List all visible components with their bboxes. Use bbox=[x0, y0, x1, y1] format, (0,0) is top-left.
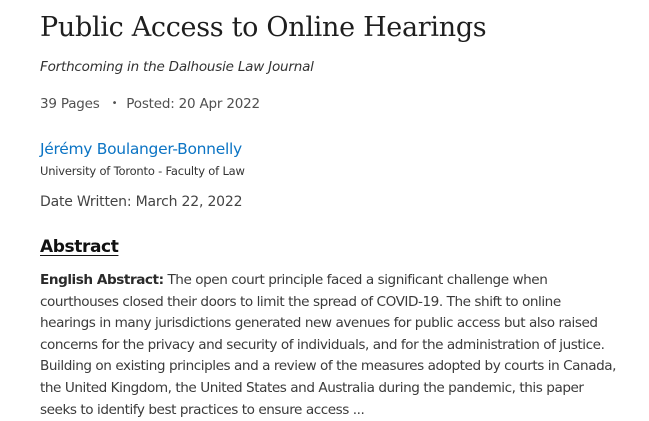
date-written: Date Written: March 22, 2022 bbox=[40, 194, 243, 210]
abstract-heading: Abstract bbox=[40, 237, 119, 257]
author-affiliation: University of Toronto - Faculty of Law bbox=[40, 164, 245, 178]
bullet-separator: • bbox=[111, 98, 118, 109]
posted-date: Posted: 20 Apr 2022 bbox=[126, 96, 260, 112]
abstract-body bbox=[40, 270, 620, 421]
page-count: 39 Pages bbox=[40, 96, 100, 112]
paper-title: Public Access to Online Hearings bbox=[40, 12, 487, 43]
author-link[interactable]: Jérémy Boulanger-Bonnelly bbox=[40, 140, 242, 158]
abstract-text: The open court principle faced a significant challenge when courthouses closed their doors to limit the spread of COVID-19. The shift to online hearings in many jurisdictions generated new avenues for public access but also raised concerns for the privacy and security of individuals, and for the administration of justice. Building on existing principles and a review of the measures adopted by courts in Canada, the United Kingdom, the United States and Australia during the pandemic, this paper seeks to identify best practices to ensure access ... bbox=[40, 272, 617, 418]
paper-meta bbox=[40, 96, 260, 112]
journal-note: Forthcoming in the Dalhousie Law Journal bbox=[40, 59, 314, 75]
abstract-label: English Abstract: bbox=[40, 272, 164, 288]
